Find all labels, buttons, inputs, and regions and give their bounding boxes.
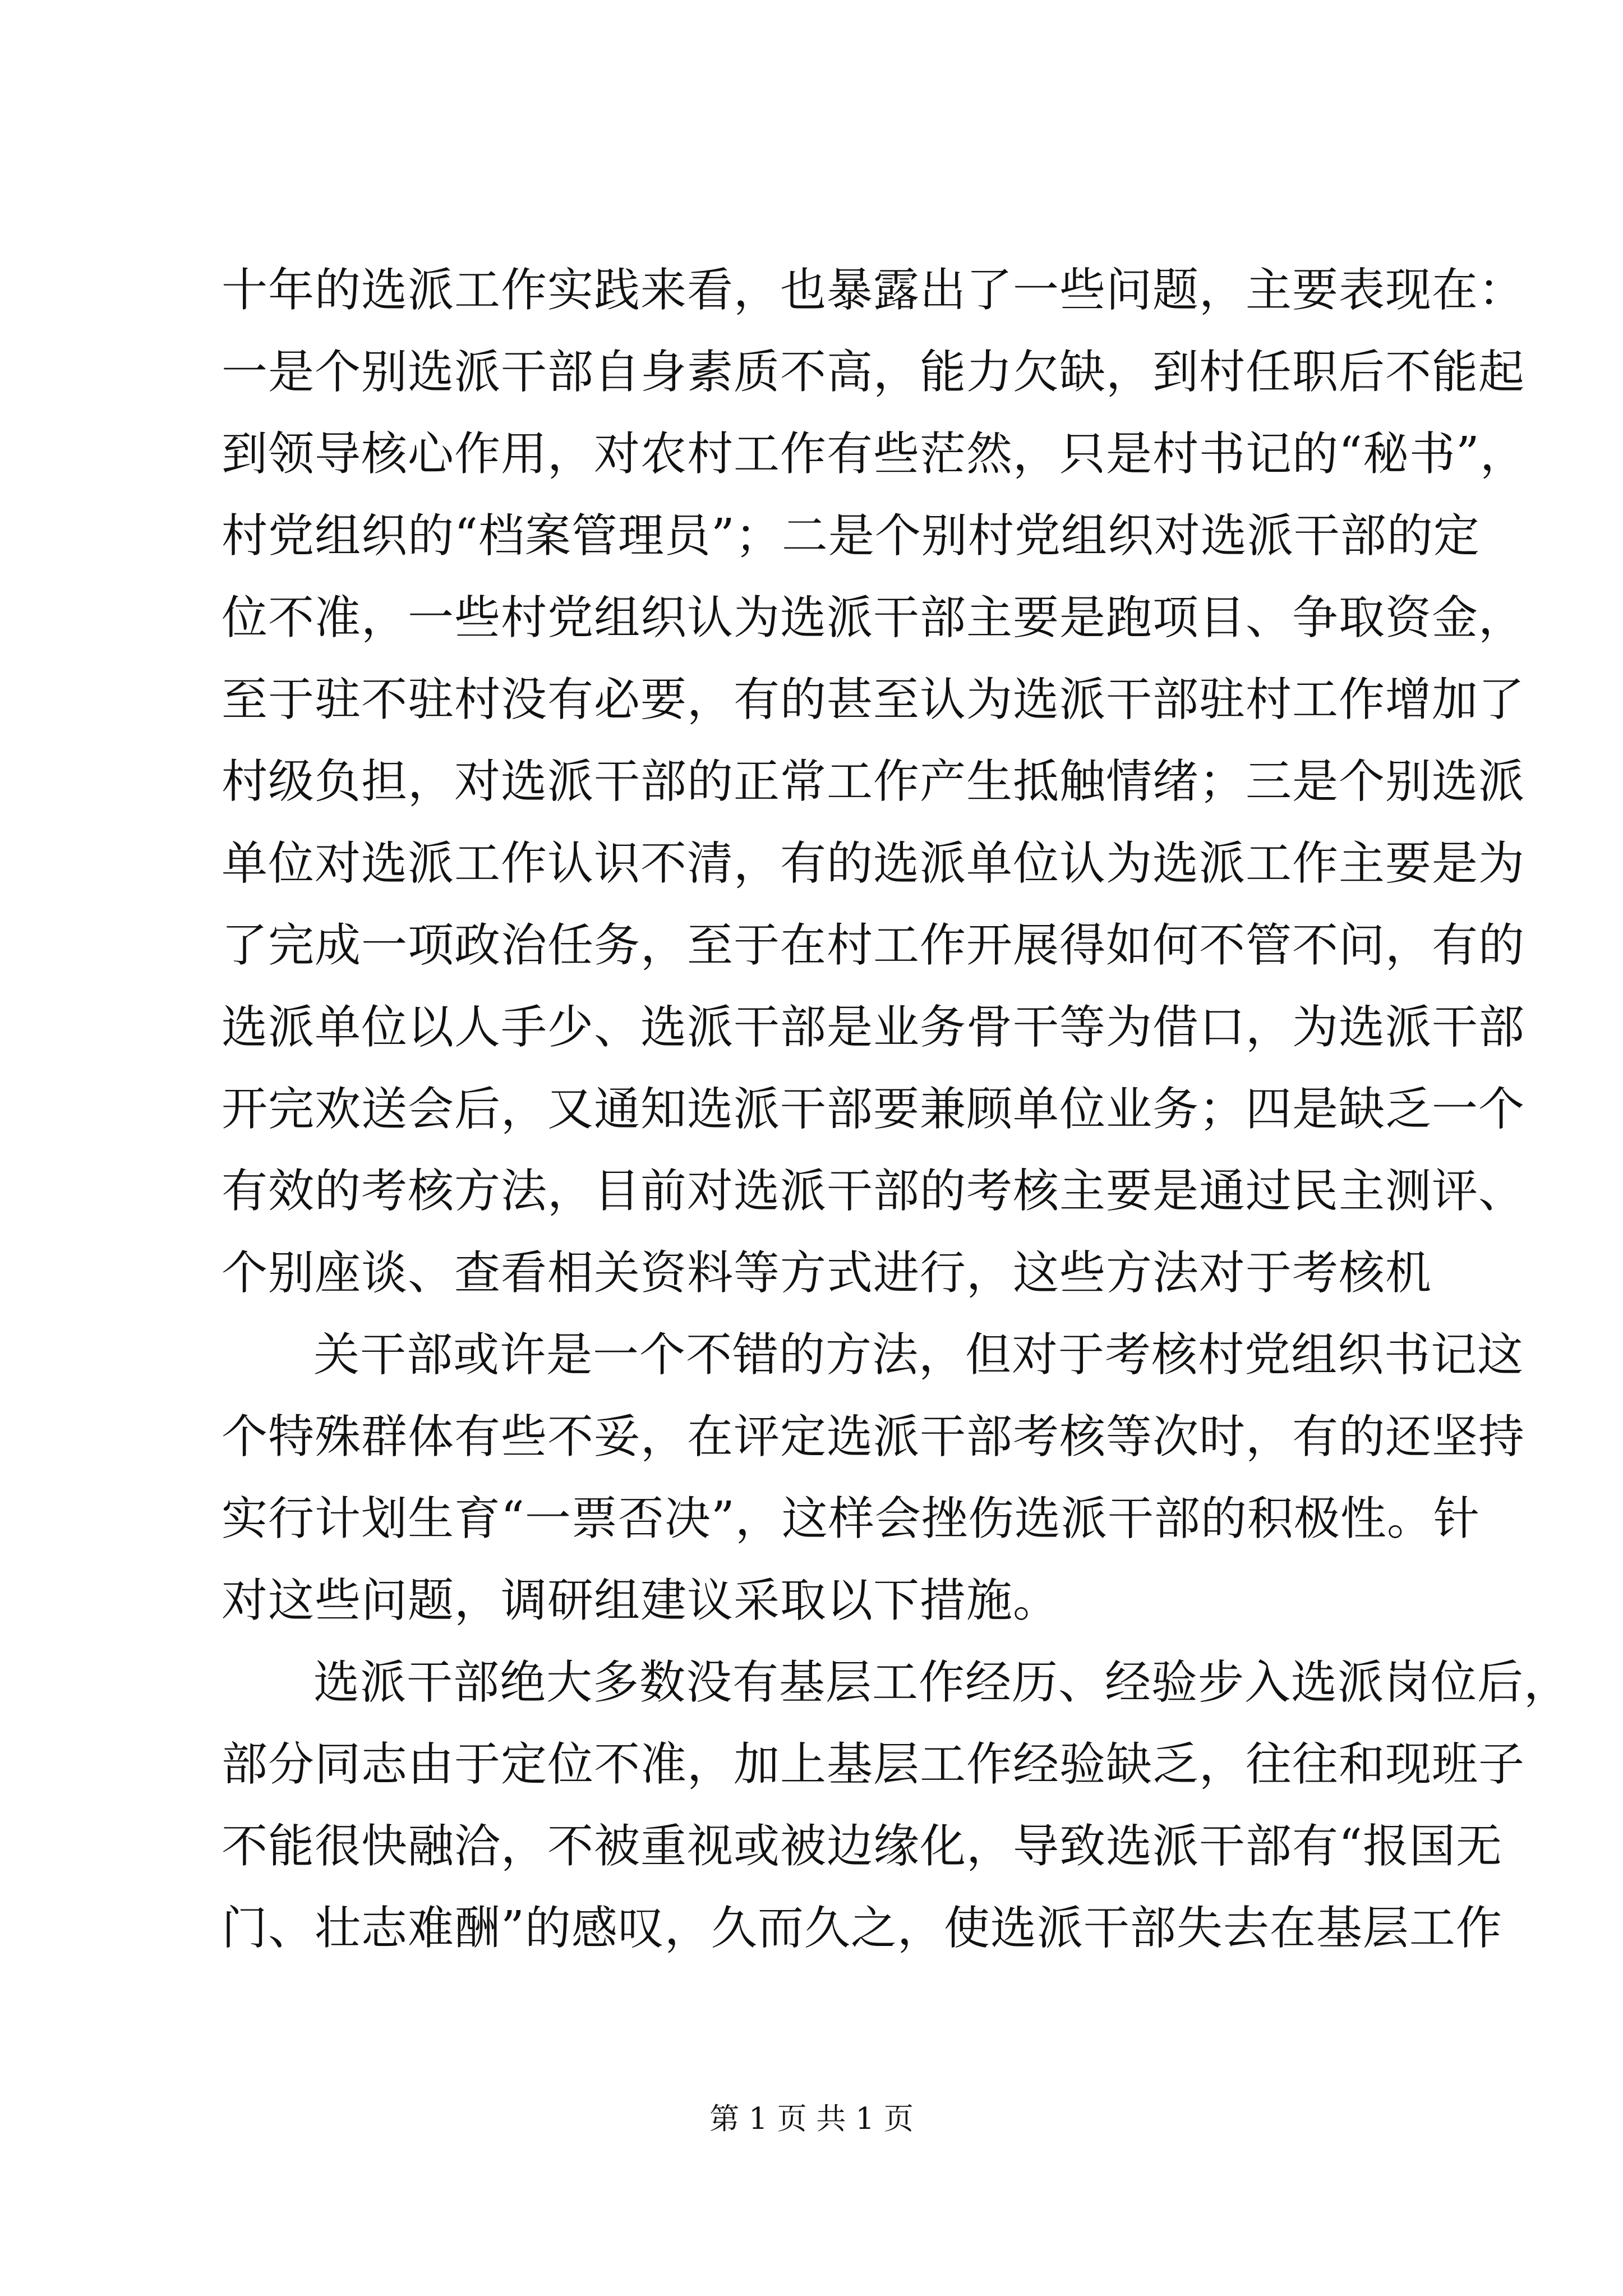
text-line: 有效的考核方法，目前对选派干部的考核主要是通过民主测评、	[222, 1165, 1525, 1218]
text-line: 对这些问题，调研组建议采取以下措施。	[222, 1574, 1060, 1627]
text-line: 位不准，一些村党组织认为选派干部主要是跑项目、争取资金，	[222, 591, 1525, 645]
text-line: 十年的选派工作实践来看，也暴露出了一些问题，主要表现在：	[222, 264, 1525, 317]
text-line: 一是个别选派干部自身素质不高，能力欠缺，到村任职后不能起	[222, 346, 1525, 399]
paragraph-start-line: 选派干部绝大多数没有基层工作经历、经验步入选派岗位后，	[313, 1656, 1571, 1709]
text-line: 单位对选派工作认识不清，有的选派单位认为选派工作主要是为	[222, 837, 1525, 890]
text-line: 个特殊群体有些不妥，在评定选派干部考核等次时，有的还坚持	[222, 1410, 1525, 1464]
text-line: 门、壮志难酬”的感叹，久而久之，使选派干部失去在基层工作	[222, 1902, 1502, 1955]
text-line: 村党组织的“档案管理员”；二是个别村党组织对选派干部的定	[222, 509, 1480, 563]
text-line: 个别座谈、查看相关资料等方式进行，这些方法对于考核机	[222, 1246, 1432, 1300]
text-line: 部分同志由于定位不准，加上基层工作经验缺乏，往往和现班子	[222, 1738, 1525, 1791]
text-line: 开完欢送会后，又通知选派干部要兼顾单位业务；四是缺乏一个	[222, 1083, 1525, 1136]
page-number-footer: 第 1 页 共 1 页	[709, 2102, 914, 2136]
document-body	[222, 250, 1571, 1970]
text-line: 选派单位以人手少、选派干部是业务骨干等为借口，为选派干部	[222, 1001, 1525, 1054]
text-line: 到领导核心作用，对农村工作有些茫然，只是村书记的“秘书”，	[222, 427, 1527, 481]
text-line: 村级负担，对选派干部的正常工作产生抵触情绪；三是个别选派	[222, 755, 1525, 808]
text-line: 至于驻不驻村没有必要，有的甚至认为选派干部驻村工作增加了	[222, 673, 1525, 726]
text-line: 实行计划生育“一票否决”，这样会挫伤选派干部的积极性。针	[222, 1492, 1480, 1545]
text-line: 了完成一项政治任务，至于在村工作开展得如何不管不问，有的	[222, 919, 1525, 972]
paragraph-start-line: 关干部或许是一个不错的方法，但对于考核村党组织书记这	[313, 1328, 1524, 1382]
text-line: 不能很快融洽，不被重视或被边缘化，导致选派干部有“报国无	[222, 1820, 1502, 1873]
